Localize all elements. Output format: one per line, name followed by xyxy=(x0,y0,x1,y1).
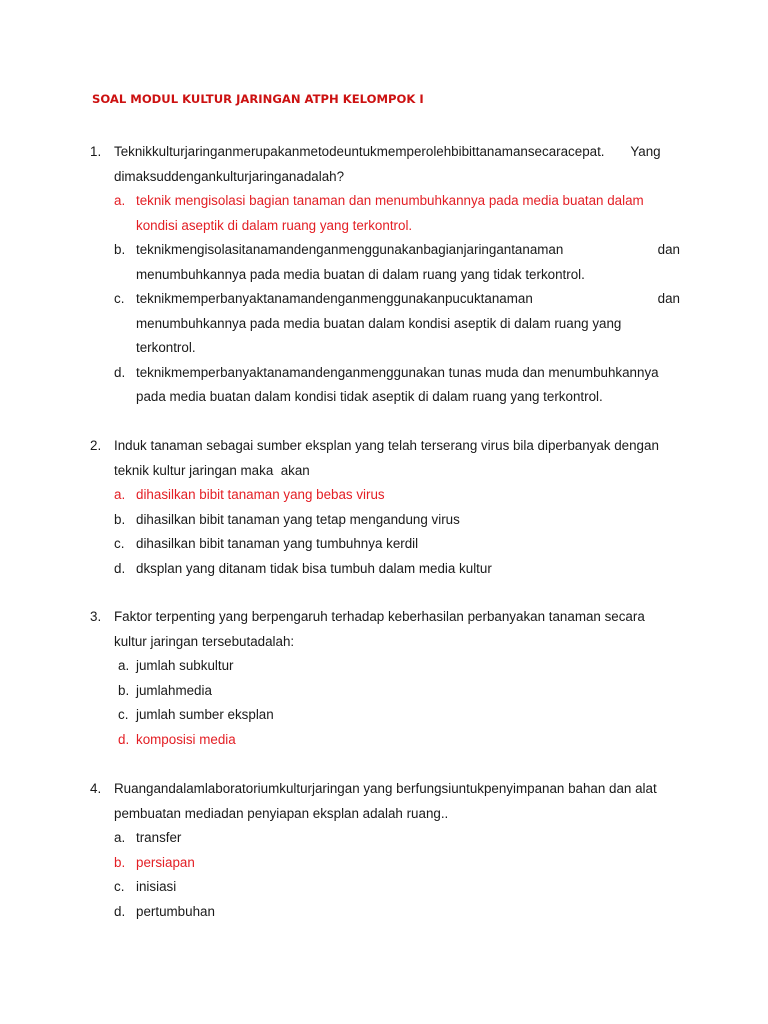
stem-line-1: Ruangandalamlaboratoriumkulturjaringan yang berfungsiuntukpenyimpanan bahan dan alat xyxy=(114,781,657,796)
option-a xyxy=(90,826,690,851)
option-c xyxy=(90,875,690,900)
question-number: 2. xyxy=(90,438,102,453)
option-letter: c. xyxy=(118,707,129,722)
option-letter: b. xyxy=(114,511,126,527)
option-line-text: teknikmengisolasitanamandenganmenggunakanbagianjaringantanaman xyxy=(136,242,564,257)
options-list xyxy=(90,826,690,924)
option-c xyxy=(90,532,690,557)
option-a xyxy=(90,189,690,238)
option-a xyxy=(90,483,690,508)
question-stem xyxy=(114,140,690,189)
option-b xyxy=(90,508,690,533)
option-letter: d. xyxy=(114,560,126,576)
question-number: 4. xyxy=(90,781,102,796)
option-line xyxy=(136,238,690,263)
option-letter: a. xyxy=(114,193,126,208)
document-title: SOAL MODUL KULTUR JARINGAN ATPH KELOMPOK I xyxy=(92,92,424,106)
option-letter: c. xyxy=(114,536,125,551)
option-d xyxy=(90,900,690,925)
stem-line-2: dimaksuddengankulturjaringanadalah? xyxy=(114,168,345,184)
option-line: inisiasi xyxy=(136,879,177,894)
option-letter: b. xyxy=(114,854,126,870)
option-letter: d. xyxy=(114,903,126,919)
question-2 xyxy=(90,434,690,581)
option-line: teknikmemperbanyaktanamandenganmenggunakan tunas muda dan menumbuhkannya xyxy=(136,364,659,380)
option-line: dksplan yang ditanam tidak bisa tumbuh dalam media kultur xyxy=(136,560,492,576)
option-a xyxy=(90,654,690,679)
option-line: dihasilkan bibit tanaman yang tumbuhnya kerdil xyxy=(136,536,419,551)
stem-line-1: Induk tanaman sebagai sumber eksplan yang telah terserang virus bila diperbanyak dengan xyxy=(114,438,659,453)
option-line: menumbuhkannya pada media buatan di dalam ruang yang tidak terkontrol. xyxy=(136,266,585,282)
option-line-tail: dan xyxy=(657,291,680,306)
stem-line-2: kultur jaringan tersebutadalah: xyxy=(114,633,295,649)
option-letter: b. xyxy=(114,242,126,257)
option-line: terkontrol. xyxy=(136,340,196,355)
option-letter: a. xyxy=(118,658,130,673)
option-line: komposisi media xyxy=(136,731,236,747)
option-b xyxy=(90,851,690,876)
option-line: transfer xyxy=(136,830,182,845)
option-b xyxy=(90,679,690,704)
option-c xyxy=(90,703,690,728)
option-line: teknik mengisolasi bagian tanaman dan menumbuhkannya pada media buatan dalam xyxy=(136,193,644,208)
stem-line-1 xyxy=(114,140,690,165)
option-line: kondisi aseptik di dalam ruang yang terkontrol. xyxy=(136,217,413,233)
question-1 xyxy=(90,140,690,410)
option-letter: a. xyxy=(114,487,126,502)
option-line: jumlahmedia xyxy=(136,682,212,698)
option-letter: c. xyxy=(114,879,125,894)
stem-line-2: pembuatan mediadan penyiapan eksplan adalah ruang.. xyxy=(114,805,449,821)
stem-line-2: teknik kultur jaringan maka akan xyxy=(114,462,310,478)
option-c xyxy=(90,287,690,361)
option-line: pada media buatan dalam kondisi tidak aseptik di dalam ruang yang terkontrol. xyxy=(136,389,603,404)
question-number: 1. xyxy=(90,144,102,159)
question-number: 3. xyxy=(90,609,102,624)
option-d xyxy=(90,728,690,753)
option-letter: b. xyxy=(118,682,130,698)
option-line-text: teknikmemperbanyaktanamandenganmenggunakanpucuktanaman xyxy=(136,291,533,306)
option-d xyxy=(90,557,690,582)
options-list xyxy=(90,189,690,410)
option-letter: c. xyxy=(114,291,125,306)
option-line: persiapan xyxy=(136,854,195,870)
option-line: jumlah sumber eksplan xyxy=(136,707,274,722)
option-line: pertumbuhan xyxy=(136,903,215,919)
options-list xyxy=(90,483,690,581)
question-stem xyxy=(114,434,690,483)
stem-line-1: Faktor terpenting yang berpengaruh terhadap keberhasilan perbanyakan tanaman secara xyxy=(114,609,645,624)
question-stem xyxy=(114,605,690,654)
option-letter: d. xyxy=(118,731,130,747)
option-line: jumlah subkultur xyxy=(136,658,234,673)
option-line: dihasilkan bibit tanaman yang bebas virus xyxy=(136,487,385,502)
option-line xyxy=(136,287,690,312)
option-letter: d. xyxy=(114,364,126,380)
option-d xyxy=(90,361,690,410)
option-letter: a. xyxy=(114,830,126,845)
question-4 xyxy=(90,777,690,924)
stem-line-1-text: Teknikkulturjaringanmerupakanmetodeuntukmemperolehbibittanamansecaracepat. Yang xyxy=(114,144,661,159)
options-list xyxy=(90,654,690,752)
option-line: dihasilkan bibit tanaman yang tetap mengandung virus xyxy=(136,511,460,527)
option-line-tail: dan xyxy=(657,242,680,257)
question-stem xyxy=(114,777,690,826)
option-b xyxy=(90,238,690,287)
option-line: menumbuhkannya pada media buatan dalam kondisi aseptik di dalam ruang yang xyxy=(136,315,622,331)
question-3 xyxy=(90,605,690,752)
